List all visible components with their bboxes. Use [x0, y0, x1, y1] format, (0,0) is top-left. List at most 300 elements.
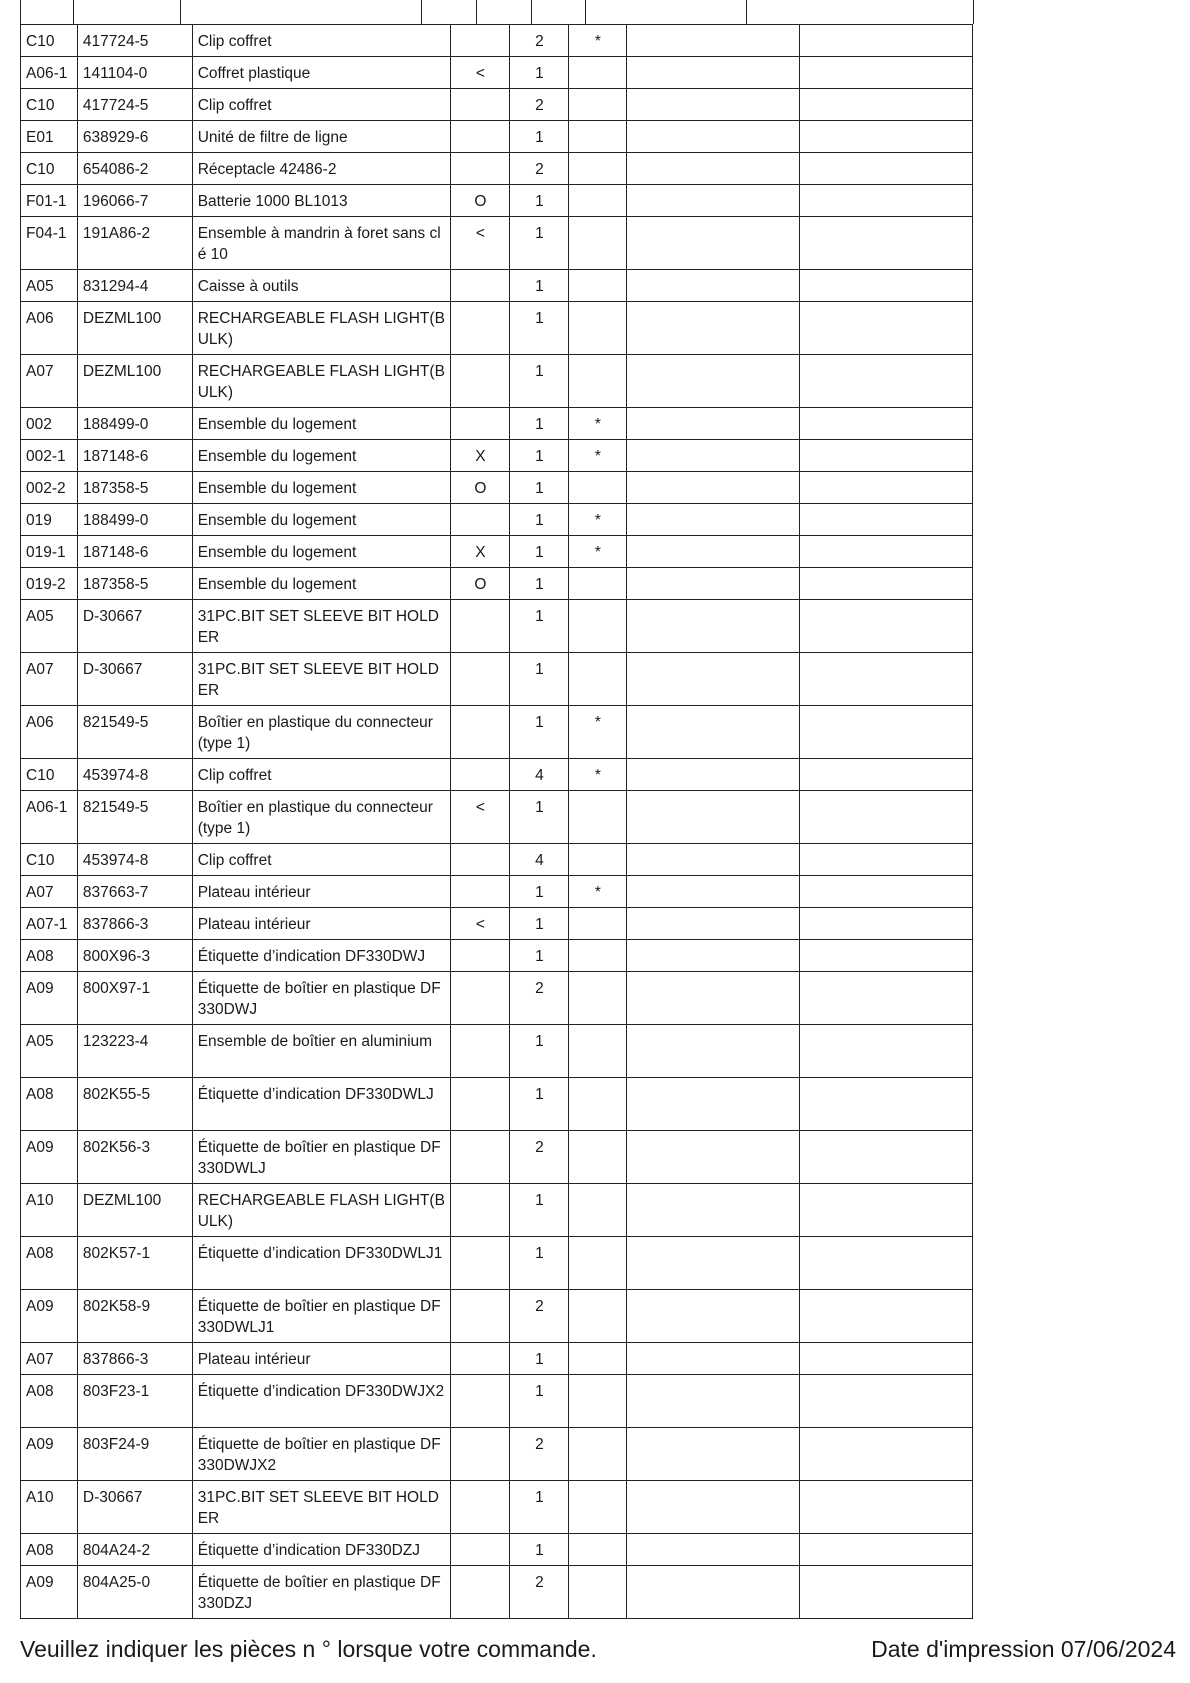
- ref-number-cell: C10: [21, 844, 78, 876]
- description-cell: 31PC.BIT SET SLEEVE BIT HOLDER: [192, 600, 451, 653]
- ref-number-cell: 002: [21, 408, 78, 440]
- ref-number-cell: C10: [21, 153, 78, 185]
- empty-cell: [627, 1237, 800, 1290]
- part-number-cell: 821549-5: [77, 791, 192, 844]
- ref-number-cell: F04-1: [21, 217, 78, 270]
- note-cell: [451, 1184, 510, 1237]
- note-cell: [451, 408, 510, 440]
- quantity-cell: 2: [510, 1566, 569, 1619]
- empty-cell: [800, 57, 973, 89]
- table-row: [21, 653, 973, 706]
- empty-cell: [627, 1184, 800, 1237]
- table-row: [21, 1481, 973, 1534]
- table-row: [21, 1131, 973, 1184]
- ref-number-cell: A06: [21, 302, 78, 355]
- empty-cell: [800, 408, 973, 440]
- empty-cell: [800, 440, 973, 472]
- quantity-cell: 2: [510, 153, 569, 185]
- mark-cell: [569, 568, 627, 600]
- mark-cell: [569, 302, 627, 355]
- table-row: [21, 57, 973, 89]
- mark-cell: [569, 1375, 627, 1428]
- ref-number-cell: A09: [21, 972, 78, 1025]
- part-number-cell: 141104-0: [77, 57, 192, 89]
- description-cell: Ensemble du logement: [192, 504, 451, 536]
- mark-cell: *: [569, 706, 627, 759]
- empty-cell: [800, 759, 973, 791]
- ref-number-cell: A10: [21, 1184, 78, 1237]
- description-cell: Étiquette de boîtier en plastique DF330DWLJ1: [192, 1290, 451, 1343]
- note-cell: [451, 1078, 510, 1131]
- empty-cell: [627, 1481, 800, 1534]
- empty-cell: [800, 1375, 973, 1428]
- part-number-cell: 187148-6: [77, 536, 192, 568]
- part-number-cell: 187358-5: [77, 568, 192, 600]
- table-row: [21, 536, 973, 568]
- empty-cell: [800, 302, 973, 355]
- description-cell: RECHARGEABLE FLASH LIGHT(BULK): [192, 302, 451, 355]
- quantity-cell: 1: [510, 1375, 569, 1428]
- empty-cell: [800, 217, 973, 270]
- quantity-cell: 1: [510, 472, 569, 504]
- note-cell: O: [451, 568, 510, 600]
- note-cell: [451, 25, 510, 57]
- parts-table: [20, 24, 973, 1619]
- empty-cell: [627, 57, 800, 89]
- empty-cell: [627, 1428, 800, 1481]
- empty-cell: [627, 440, 800, 472]
- part-number-cell: DEZML100: [77, 302, 192, 355]
- empty-cell: [627, 302, 800, 355]
- note-cell: [451, 759, 510, 791]
- empty-cell: [627, 472, 800, 504]
- empty-cell: [627, 844, 800, 876]
- mark-cell: *: [569, 536, 627, 568]
- ref-number-cell: 002-1: [21, 440, 78, 472]
- table-row: [21, 1343, 973, 1375]
- part-number-cell: 800X97-1: [77, 972, 192, 1025]
- description-cell: Clip coffret: [192, 25, 451, 57]
- empty-cell: [627, 1078, 800, 1131]
- empty-cell: [800, 153, 973, 185]
- order-instruction: Veuillez indiquer les pièces n ° lorsque votre commande.: [20, 1636, 597, 1662]
- note-cell: [451, 1375, 510, 1428]
- description-cell: Boîtier en plastique du connecteur (type 1): [192, 706, 451, 759]
- part-number-cell: 802K57-1: [77, 1237, 192, 1290]
- mark-cell: [569, 940, 627, 972]
- mark-cell: [569, 355, 627, 408]
- table-row: [21, 121, 973, 153]
- quantity-cell: 1: [510, 706, 569, 759]
- mark-cell: *: [569, 876, 627, 908]
- part-number-cell: D-30667: [77, 600, 192, 653]
- ref-number-cell: C10: [21, 25, 78, 57]
- empty-cell: [800, 653, 973, 706]
- empty-cell: [627, 600, 800, 653]
- ref-number-cell: A06: [21, 706, 78, 759]
- ref-number-cell: A07-1: [21, 908, 78, 940]
- empty-cell: [627, 121, 800, 153]
- description-cell: Étiquette de boîtier en plastique DF330DZJ: [192, 1566, 451, 1619]
- description-cell: Étiquette de boîtier en plastique DF330DWJX2: [192, 1428, 451, 1481]
- empty-cell: [627, 791, 800, 844]
- quantity-cell: 2: [510, 1290, 569, 1343]
- empty-cell: [800, 270, 973, 302]
- mark-cell: *: [569, 408, 627, 440]
- empty-cell: [800, 1184, 973, 1237]
- empty-cell: [800, 185, 973, 217]
- table-row: [21, 1078, 973, 1131]
- quantity-cell: 1: [510, 1343, 569, 1375]
- quantity-cell: 1: [510, 876, 569, 908]
- table-row: [21, 1025, 973, 1078]
- description-cell: Étiquette d’indication DF330DZJ: [192, 1534, 451, 1566]
- table-row: [21, 1534, 973, 1566]
- description-cell: 31PC.BIT SET SLEEVE BIT HOLDER: [192, 653, 451, 706]
- description-cell: Unité de filtre de ligne: [192, 121, 451, 153]
- empty-cell: [800, 908, 973, 940]
- mark-cell: [569, 185, 627, 217]
- note-cell: <: [451, 217, 510, 270]
- part-number-cell: 803F23-1: [77, 1375, 192, 1428]
- quantity-cell: 1: [510, 568, 569, 600]
- quantity-cell: 1: [510, 121, 569, 153]
- table-row: [21, 844, 973, 876]
- table-row: [21, 940, 973, 972]
- quantity-cell: 1: [510, 653, 569, 706]
- mark-cell: [569, 1481, 627, 1534]
- quantity-cell: 2: [510, 1131, 569, 1184]
- empty-cell: [800, 844, 973, 876]
- quantity-cell: 1: [510, 536, 569, 568]
- note-cell: [451, 121, 510, 153]
- parts-table-body: [21, 25, 973, 1619]
- note-cell: [451, 153, 510, 185]
- quantity-cell: 1: [510, 1534, 569, 1566]
- description-cell: Ensemble du logement: [192, 408, 451, 440]
- table-row: [21, 270, 973, 302]
- description-cell: Plateau intérieur: [192, 876, 451, 908]
- note-cell: <: [451, 908, 510, 940]
- part-number-cell: 802K58-9: [77, 1290, 192, 1343]
- empty-cell: [800, 536, 973, 568]
- part-number-cell: 837663-7: [77, 876, 192, 908]
- ref-number-cell: A09: [21, 1131, 78, 1184]
- table-row: [21, 1566, 973, 1619]
- empty-cell: [627, 568, 800, 600]
- quantity-cell: 1: [510, 1025, 569, 1078]
- empty-cell: [800, 568, 973, 600]
- empty-cell: [627, 536, 800, 568]
- quantity-cell: 1: [510, 355, 569, 408]
- note-cell: [451, 302, 510, 355]
- part-number-cell: 417724-5: [77, 25, 192, 57]
- description-cell: Ensemble à mandrin à foret sans clé 10: [192, 217, 451, 270]
- description-cell: Clip coffret: [192, 844, 451, 876]
- quantity-cell: 2: [510, 25, 569, 57]
- empty-cell: [627, 217, 800, 270]
- ref-number-cell: A07: [21, 1343, 78, 1375]
- description-cell: Étiquette d’indication DF330DWLJ1: [192, 1237, 451, 1290]
- note-cell: O: [451, 185, 510, 217]
- empty-cell: [627, 355, 800, 408]
- part-number-cell: DEZML100: [77, 1184, 192, 1237]
- empty-cell: [800, 1025, 973, 1078]
- ref-number-cell: A10: [21, 1481, 78, 1534]
- empty-cell: [627, 270, 800, 302]
- ref-number-cell: A08: [21, 1375, 78, 1428]
- note-cell: [451, 653, 510, 706]
- table-row: [21, 791, 973, 844]
- description-cell: Plateau intérieur: [192, 1343, 451, 1375]
- description-cell: Ensemble du logement: [192, 568, 451, 600]
- mark-cell: *: [569, 759, 627, 791]
- part-number-cell: 837866-3: [77, 908, 192, 940]
- mark-cell: [569, 270, 627, 302]
- table-row: [21, 355, 973, 408]
- note-cell: [451, 1481, 510, 1534]
- description-cell: Étiquette d’indication DF330DWLJ: [192, 1078, 451, 1131]
- ref-number-cell: A08: [21, 940, 78, 972]
- table-row: [21, 1428, 973, 1481]
- ref-number-cell: A08: [21, 1078, 78, 1131]
- table-row: [21, 568, 973, 600]
- empty-cell: [627, 706, 800, 759]
- part-number-cell: 803F24-9: [77, 1428, 192, 1481]
- table-row: [21, 217, 973, 270]
- quantity-cell: 1: [510, 57, 569, 89]
- ref-number-cell: F01-1: [21, 185, 78, 217]
- table-row: [21, 89, 973, 121]
- quantity-cell: 1: [510, 1481, 569, 1534]
- part-number-cell: 123223-4: [77, 1025, 192, 1078]
- description-cell: Clip coffret: [192, 759, 451, 791]
- mark-cell: [569, 791, 627, 844]
- empty-cell: [627, 908, 800, 940]
- empty-cell: [800, 972, 973, 1025]
- note-cell: [451, 844, 510, 876]
- table-row: [21, 472, 973, 504]
- table-row: [21, 759, 973, 791]
- table-row: [21, 706, 973, 759]
- mark-cell: [569, 1184, 627, 1237]
- empty-cell: [800, 89, 973, 121]
- description-cell: Étiquette d’indication DF330DWJ: [192, 940, 451, 972]
- description-cell: Clip coffret: [192, 89, 451, 121]
- ref-number-cell: 002-2: [21, 472, 78, 504]
- note-cell: [451, 876, 510, 908]
- empty-cell: [800, 600, 973, 653]
- ref-number-cell: A07: [21, 876, 78, 908]
- part-number-cell: DEZML100: [77, 355, 192, 408]
- ref-number-cell: A09: [21, 1290, 78, 1343]
- empty-cell: [627, 185, 800, 217]
- empty-cell: [627, 972, 800, 1025]
- mark-cell: [569, 1131, 627, 1184]
- quantity-cell: 1: [510, 302, 569, 355]
- description-cell: Batterie 1000 BL1013: [192, 185, 451, 217]
- note-cell: X: [451, 536, 510, 568]
- part-number-cell: 837866-3: [77, 1343, 192, 1375]
- quantity-cell: 1: [510, 408, 569, 440]
- part-number-cell: 188499-0: [77, 408, 192, 440]
- table-row: [21, 876, 973, 908]
- description-cell: Caisse à outils: [192, 270, 451, 302]
- ref-number-cell: A05: [21, 600, 78, 653]
- note-cell: <: [451, 791, 510, 844]
- ref-number-cell: A09: [21, 1428, 78, 1481]
- quantity-cell: 1: [510, 440, 569, 472]
- description-cell: RECHARGEABLE FLASH LIGHT(BULK): [192, 1184, 451, 1237]
- empty-cell: [800, 1481, 973, 1534]
- quantity-cell: 1: [510, 1184, 569, 1237]
- description-cell: Ensemble du logement: [192, 440, 451, 472]
- table-row: [21, 1375, 973, 1428]
- ref-number-cell: A05: [21, 270, 78, 302]
- table-row: [21, 302, 973, 355]
- empty-cell: [800, 1566, 973, 1619]
- part-number-cell: 802K56-3: [77, 1131, 192, 1184]
- ref-number-cell: E01: [21, 121, 78, 153]
- empty-cell: [800, 876, 973, 908]
- empty-cell: [627, 1566, 800, 1619]
- note-cell: [451, 1534, 510, 1566]
- empty-cell: [800, 504, 973, 536]
- part-number-cell: 453974-8: [77, 759, 192, 791]
- note-cell: [451, 1131, 510, 1184]
- empty-cell: [800, 1131, 973, 1184]
- description-cell: RECHARGEABLE FLASH LIGHT(BULK): [192, 355, 451, 408]
- mark-cell: [569, 1237, 627, 1290]
- part-number-cell: 821549-5: [77, 706, 192, 759]
- mark-cell: [569, 1290, 627, 1343]
- empty-cell: [627, 1131, 800, 1184]
- quantity-cell: 1: [510, 791, 569, 844]
- mark-cell: [569, 908, 627, 940]
- empty-cell: [800, 1428, 973, 1481]
- table-row: [21, 972, 973, 1025]
- empty-cell: [800, 121, 973, 153]
- quantity-cell: 1: [510, 1078, 569, 1131]
- table-row: [21, 1237, 973, 1290]
- ref-number-cell: C10: [21, 89, 78, 121]
- note-cell: [451, 1343, 510, 1375]
- table-row: [21, 908, 973, 940]
- part-number-cell: 831294-4: [77, 270, 192, 302]
- ref-number-cell: A09: [21, 1566, 78, 1619]
- empty-cell: [800, 940, 973, 972]
- empty-cell: [800, 355, 973, 408]
- mark-cell: [569, 1534, 627, 1566]
- empty-cell: [627, 940, 800, 972]
- mark-cell: [569, 472, 627, 504]
- description-cell: Étiquette de boîtier en plastique DF330DWLJ: [192, 1131, 451, 1184]
- quantity-cell: 1: [510, 504, 569, 536]
- ref-number-cell: A05: [21, 1025, 78, 1078]
- mark-cell: [569, 1025, 627, 1078]
- mark-cell: [569, 121, 627, 153]
- description-cell: Ensemble du logement: [192, 536, 451, 568]
- part-number-cell: 802K55-5: [77, 1078, 192, 1131]
- part-number-cell: D-30667: [77, 1481, 192, 1534]
- mark-cell: [569, 1566, 627, 1619]
- description-cell: Réceptacle 42486-2: [192, 153, 451, 185]
- empty-cell: [627, 89, 800, 121]
- ref-number-cell: 019: [21, 504, 78, 536]
- mark-cell: [569, 217, 627, 270]
- part-number-cell: 417724-5: [77, 89, 192, 121]
- quantity-cell: 1: [510, 600, 569, 653]
- ref-number-cell: C10: [21, 759, 78, 791]
- ref-number-cell: A07: [21, 355, 78, 408]
- mark-cell: [569, 1428, 627, 1481]
- empty-cell: [800, 25, 973, 57]
- empty-cell: [800, 1343, 973, 1375]
- quantity-cell: 1: [510, 217, 569, 270]
- note-cell: <: [451, 57, 510, 89]
- mark-cell: [569, 653, 627, 706]
- table-row: [21, 153, 973, 185]
- description-cell: Étiquette d’indication DF330DWJX2: [192, 1375, 451, 1428]
- quantity-cell: 2: [510, 89, 569, 121]
- note-cell: [451, 972, 510, 1025]
- part-number-cell: 804A25-0: [77, 1566, 192, 1619]
- mark-cell: *: [569, 25, 627, 57]
- table-row: [21, 185, 973, 217]
- empty-cell: [627, 1375, 800, 1428]
- note-cell: [451, 504, 510, 536]
- part-number-cell: 654086-2: [77, 153, 192, 185]
- quantity-cell: 2: [510, 972, 569, 1025]
- table-row: [21, 504, 973, 536]
- empty-cell: [800, 706, 973, 759]
- mark-cell: *: [569, 504, 627, 536]
- quantity-cell: 1: [510, 1237, 569, 1290]
- empty-cell: [627, 759, 800, 791]
- quantity-cell: 1: [510, 908, 569, 940]
- mark-cell: [569, 844, 627, 876]
- description-cell: Coffret plastique: [192, 57, 451, 89]
- part-number-cell: 800X96-3: [77, 940, 192, 972]
- part-number-cell: 191A86-2: [77, 217, 192, 270]
- empty-cell: [627, 504, 800, 536]
- mark-cell: [569, 1078, 627, 1131]
- table-row: [21, 440, 973, 472]
- note-cell: [451, 600, 510, 653]
- description-cell: Boîtier en plastique du connecteur (type 1): [192, 791, 451, 844]
- note-cell: [451, 270, 510, 302]
- table-top-continuation: [20, 0, 974, 24]
- note-cell: [451, 940, 510, 972]
- note-cell: [451, 1290, 510, 1343]
- quantity-cell: 1: [510, 270, 569, 302]
- empty-cell: [627, 1290, 800, 1343]
- empty-cell: [627, 1025, 800, 1078]
- print-date: Date d'impression 07/06/2024: [871, 1636, 1176, 1662]
- quantity-cell: 1: [510, 185, 569, 217]
- ref-number-cell: 019-1: [21, 536, 78, 568]
- empty-cell: [800, 1237, 973, 1290]
- table-row: [21, 25, 973, 57]
- empty-cell: [800, 1534, 973, 1566]
- empty-cell: [800, 791, 973, 844]
- mark-cell: *: [569, 440, 627, 472]
- note-cell: X: [451, 440, 510, 472]
- part-number-cell: 804A24-2: [77, 1534, 192, 1566]
- description-cell: Ensemble de boîtier en aluminium: [192, 1025, 451, 1078]
- empty-cell: [627, 876, 800, 908]
- note-cell: [451, 1428, 510, 1481]
